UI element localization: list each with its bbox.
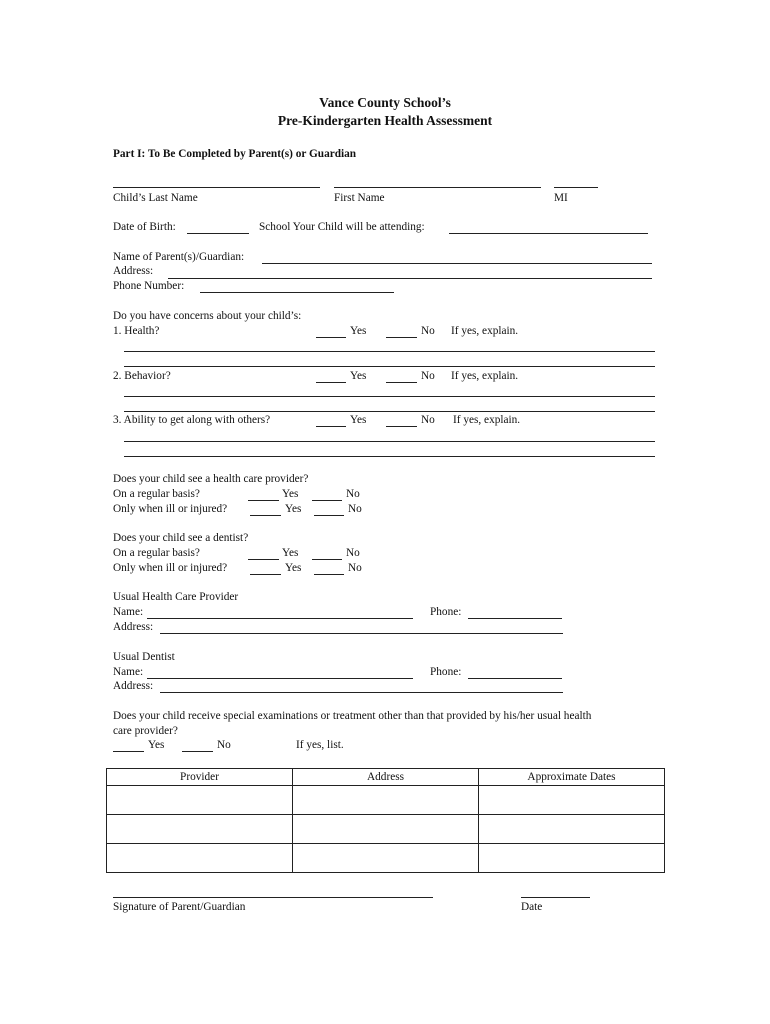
special-question-line1: Does your child receive special examinations or treatment other than that provided by his/her usual health: [113, 710, 592, 722]
social-no-field[interactable]: [386, 426, 417, 427]
social-no-label: No: [421, 414, 435, 426]
dentist-regular-no-field[interactable]: [312, 559, 342, 560]
usual-dentist-address-field[interactable]: [160, 692, 563, 693]
health-explain-label: If yes, explain.: [451, 325, 519, 337]
signature-label: Signature of Parent/Guardian: [113, 901, 246, 913]
behavior-no-field[interactable]: [386, 382, 417, 383]
dob-field[interactable]: [187, 233, 249, 234]
part1-heading: Part I: To Be Completed by Parent(s) or Guardian: [113, 148, 357, 160]
mi-label: MI: [554, 192, 568, 204]
provider-table: [106, 768, 665, 873]
social-yes-label: Yes: [350, 414, 367, 426]
usual-dentist-phone-label: Phone:: [430, 666, 462, 678]
table-header-row: [107, 769, 665, 786]
signature-field[interactable]: [113, 897, 433, 898]
usual-dentist-phone-field[interactable]: [468, 678, 562, 679]
dentist-question: Does your child see a dentist?: [113, 532, 249, 544]
usual-provider-address-label: Address:: [113, 621, 154, 633]
health-explain-line[interactable]: [124, 351, 655, 352]
provider-ill-label: Only when ill or injured?: [113, 503, 228, 515]
dentist-ill-yes-field[interactable]: [250, 574, 281, 575]
health-no-field[interactable]: [386, 337, 417, 338]
usual-provider-heading: Usual Health Care Provider: [113, 591, 239, 603]
concern-health-label: 1. Health?: [113, 325, 160, 337]
behavior-explain-line[interactable]: [124, 411, 655, 412]
form-title: Vance County School’s: [319, 95, 451, 110]
behavior-explain-label: If yes, explain.: [451, 370, 519, 382]
usual-dentist-name-field[interactable]: [147, 678, 413, 679]
table-cell[interactable]: [293, 786, 479, 815]
health-explain-line[interactable]: [124, 366, 655, 367]
table-row: [107, 786, 665, 815]
dentist-ill-no-field[interactable]: [314, 574, 344, 575]
provider-regular-no-label: No: [346, 488, 360, 500]
usual-provider-name-label: Name:: [113, 606, 144, 618]
behavior-no-label: No: [421, 370, 435, 382]
parent-phone-label: Phone Number:: [113, 280, 185, 292]
provider-regular-label: On a regular basis?: [113, 488, 200, 500]
parent-phone-field[interactable]: [200, 292, 394, 293]
provider-column-header: Provider: [107, 769, 293, 786]
special-no-field[interactable]: [182, 751, 213, 752]
address-column-header: Address: [293, 769, 479, 786]
behavior-yes-label: Yes: [350, 370, 367, 382]
provider-regular-no-field[interactable]: [312, 500, 342, 501]
dentist-ill-label: Only when ill or injured?: [113, 562, 228, 574]
provider-ill-no-field[interactable]: [314, 515, 344, 516]
special-no-label: No: [217, 739, 231, 751]
usual-provider-phone-field[interactable]: [468, 618, 562, 619]
usual-dentist-name-label: Name:: [113, 666, 144, 678]
parent-address-field[interactable]: [168, 278, 652, 279]
behavior-yes-field[interactable]: [316, 382, 346, 383]
date-label: Date: [521, 901, 543, 913]
social-yes-field[interactable]: [316, 426, 346, 427]
date-field[interactable]: [521, 897, 590, 898]
dentist-regular-yes-label: Yes: [282, 547, 299, 559]
table-cell[interactable]: [107, 786, 293, 815]
provider-ill-yes-field[interactable]: [250, 515, 281, 516]
social-explain-label: If yes, explain.: [453, 414, 521, 426]
form-subtitle: Pre-Kindergarten Health Assessment: [277, 113, 493, 128]
special-question-line2: care provider?: [113, 725, 178, 737]
special-yes-field[interactable]: [113, 751, 144, 752]
health-yes-label: Yes: [350, 325, 367, 337]
concern-social-label: 3. Ability to get along with others?: [113, 414, 271, 426]
provider-regular-yes-label: Yes: [282, 488, 299, 500]
usual-provider-name-field[interactable]: [147, 618, 413, 619]
health-no-label: No: [421, 325, 435, 337]
table-cell[interactable]: [479, 786, 665, 815]
table-cell[interactable]: [107, 815, 293, 844]
dentist-ill-no-label: No: [348, 562, 362, 574]
parent-name-field[interactable]: [262, 263, 652, 264]
dentist-regular-yes-field[interactable]: [248, 559, 279, 560]
dentist-regular-label: On a regular basis?: [113, 547, 200, 559]
mi-field[interactable]: [554, 187, 598, 188]
dentist-regular-no-label: No: [346, 547, 360, 559]
special-list-label: If yes, list.: [296, 739, 344, 751]
school-field[interactable]: [449, 233, 648, 234]
first-name-label: First Name: [334, 192, 385, 204]
table-cell[interactable]: [479, 844, 665, 873]
special-yes-label: Yes: [148, 739, 165, 751]
concerns-intro: Do you have concerns about your child’s:: [113, 310, 302, 322]
last-name-field[interactable]: [113, 187, 320, 188]
usual-provider-address-field[interactable]: [160, 633, 563, 634]
parent-address-label: Address:: [113, 265, 154, 277]
provider-ill-yes-label: Yes: [285, 503, 302, 515]
last-name-label: Child’s Last Name: [113, 192, 198, 204]
table-cell[interactable]: [479, 815, 665, 844]
table-cell[interactable]: [293, 815, 479, 844]
parent-name-label: Name of Parent(s)/Guardian:: [113, 251, 245, 263]
dates-column-header: Approximate Dates: [479, 769, 665, 786]
table-row: [107, 815, 665, 844]
provider-ill-no-label: No: [348, 503, 362, 515]
dob-label: Date of Birth:: [113, 221, 176, 233]
usual-dentist-address-label: Address:: [113, 680, 154, 692]
school-label: School Your Child will be attending:: [259, 221, 425, 233]
provider-question: Does your child see a health care provider?: [113, 473, 309, 485]
table-cell[interactable]: [107, 844, 293, 873]
concern-behavior-label: 2. Behavior?: [113, 370, 171, 382]
social-explain-line[interactable]: [124, 441, 655, 442]
usual-dentist-heading: Usual Dentist: [113, 651, 175, 663]
provider-regular-yes-field[interactable]: [248, 500, 279, 501]
dentist-ill-yes-label: Yes: [285, 562, 302, 574]
table-row: [107, 844, 665, 873]
social-explain-line[interactable]: [124, 456, 655, 457]
table-cell[interactable]: [293, 844, 479, 873]
first-name-field[interactable]: [334, 187, 541, 188]
usual-provider-phone-label: Phone:: [430, 606, 462, 618]
behavior-explain-line[interactable]: [124, 396, 655, 397]
health-yes-field[interactable]: [316, 337, 346, 338]
